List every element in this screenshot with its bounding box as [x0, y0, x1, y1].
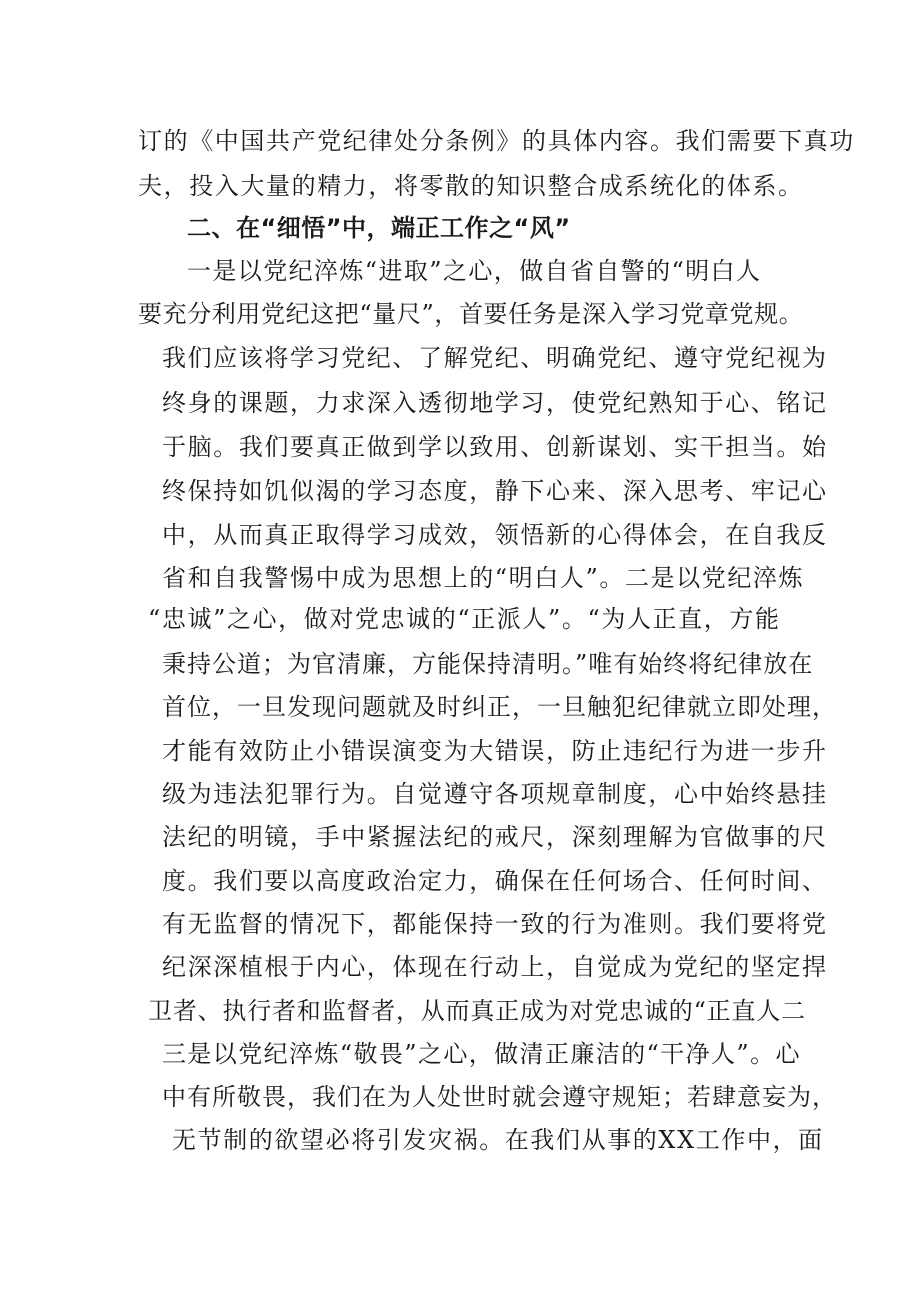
text-line: 才能有效防止小错误演变为大错误，防止违纪行为进一步升 [162, 737, 828, 765]
text-line: 中，从而真正取得学习成效，领悟新的心得体会，在自我反 [162, 521, 828, 549]
text-line: 无节制的欲望必将引发灾祸。在我们从事的XX工作中，面 [172, 1126, 824, 1154]
text-line: 三是以党纪淬炼“敬畏”之心，做清正廉洁的“干净人”。心 [162, 1040, 801, 1068]
text-line: 有无监督的情况下，都能保持一致的行为准则。我们要将党 [162, 910, 828, 938]
section-heading: 二、在“细悟”中，端正工作之“风” [187, 214, 571, 242]
text-line: 终身的课题，力求深入透彻地学习，使党纪熟知于心、铭记 [162, 389, 828, 417]
text-line: 省和自我警惕中成为思想上的“明白人”。二是以党纪淬炼 [162, 564, 805, 592]
text-line: 级为违法犯罪行为。自觉遵守各项规章制度，心中始终悬挂 [162, 780, 828, 808]
text-line: 订的《中国共产党纪律处分条例》的具体内容。我们需要下真功 [138, 127, 855, 155]
text-line: 于脑。我们要真正做到学以致用、创新谋划、实干担当。始 [162, 433, 828, 461]
text-line: 纪深深植根于内心，体现在行动上，自觉成为党纪的坚定捍 [162, 953, 828, 981]
text-line: 一是以党纪淬炼“进取”之心，做自省自警的“明白人 [187, 257, 762, 285]
text-line: 要充分利用党纪这把“量尺”，首要任务是深入学习党章党规。 [138, 300, 804, 328]
text-line: 夫，投入大量的精力，将零散的知识整合成系统化的体系。 [138, 172, 804, 200]
text-line: 秉持公道；为官清廉，方能保持清明。”唯有始终将纪律放在 [162, 650, 814, 678]
text-line: 法纪的明镜，手中紧握法纪的戒尺，深刻理解为官做事的尺 [162, 823, 828, 851]
text-line: 首位，一旦发现问题就及时纠正，一旦触犯纪律就立即处理， [162, 693, 837, 721]
text-line: 我们应该将学习党纪、了解党纪、明确党纪、遵守党纪视为 [162, 344, 828, 372]
text-line: 中有所敬畏，我们在为人处世时就会遵守规矩；若肆意妄为， [162, 1083, 837, 1111]
text-line: 终保持如饥似渴的学习态度，静下心来、深入思考、牢记心 [162, 477, 828, 505]
text-line: 度。我们要以高度政治定力，确保在任何场合、任何时间、 [162, 867, 828, 895]
text-line: 卫者、执行者和监督者，从而真正成为对党忠诚的“正直人二 [148, 997, 806, 1025]
text-line: “忠诚”之心，做对党忠诚的“正派人”。“为人正直，方能 [148, 605, 781, 633]
